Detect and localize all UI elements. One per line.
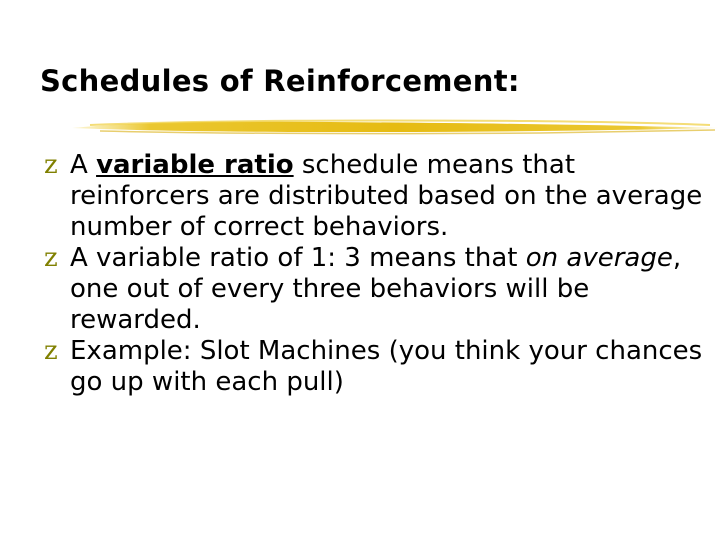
bullet-emphasis: variable ratio bbox=[96, 150, 294, 180]
slide-title: Schedules of Reinforcement: bbox=[40, 64, 520, 98]
brush-stroke-divider bbox=[70, 112, 720, 142]
z-bullet-icon: z bbox=[44, 336, 58, 366]
bullet-item bbox=[44, 243, 704, 336]
bullet-text-prefix: A variable ratio of 1: 3 means that bbox=[70, 243, 526, 273]
bullet-text-prefix: A bbox=[70, 150, 97, 180]
bullet-item bbox=[44, 336, 704, 398]
z-bullet-icon: z bbox=[44, 243, 58, 273]
bullet-text: Example: Slot Machines (you think your chances go up with each pull) bbox=[70, 336, 703, 397]
bullet-text-suffix: , one out of every three behaviors will be rewarded. bbox=[70, 243, 682, 335]
bullet-text-suffix: schedule means that reinforcers are distributed based on the average number of correct behaviors. bbox=[70, 150, 703, 242]
bullet-item bbox=[44, 150, 704, 243]
bullet-list bbox=[44, 150, 704, 398]
z-bullet-icon: z bbox=[44, 150, 58, 180]
bullet-emphasis: on average bbox=[525, 243, 673, 273]
